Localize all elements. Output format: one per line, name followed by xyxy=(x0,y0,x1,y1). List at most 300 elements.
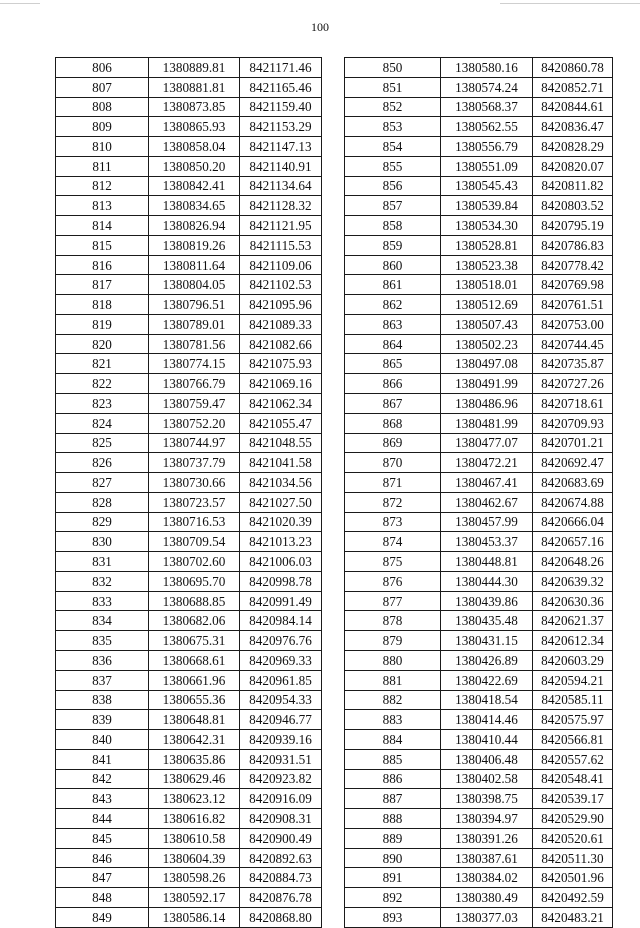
table-row xyxy=(56,571,322,591)
point-number-cell: 807 xyxy=(56,77,149,97)
table-row xyxy=(56,334,322,354)
coordinate-y-cell: 8420639.32 xyxy=(533,571,613,591)
table-row xyxy=(345,275,613,295)
coordinate-y-cell: 8421121.95 xyxy=(240,216,322,236)
coordinate-x-cell: 1380688.85 xyxy=(149,591,240,611)
point-number-cell: 844 xyxy=(56,809,149,829)
coordinate-y-cell: 8420852.71 xyxy=(533,77,613,97)
point-number-cell: 827 xyxy=(56,473,149,493)
coordinate-x-cell: 1380842.41 xyxy=(149,176,240,196)
table-row xyxy=(56,888,322,908)
table-row xyxy=(56,710,322,730)
coordinate-x-cell: 1380774.15 xyxy=(149,354,240,374)
point-number-cell: 868 xyxy=(345,413,441,433)
coordinate-x-cell: 1380873.85 xyxy=(149,97,240,117)
coordinate-y-cell: 8420939.16 xyxy=(240,730,322,750)
table-row xyxy=(345,552,613,572)
point-number-cell: 877 xyxy=(345,591,441,611)
table-row xyxy=(345,137,613,157)
coordinate-x-cell: 1380648.81 xyxy=(149,710,240,730)
coordinate-x-cell: 1380675.31 xyxy=(149,631,240,651)
coordinate-x-cell: 1380695.70 xyxy=(149,571,240,591)
coordinate-x-cell: 1380418.54 xyxy=(441,690,533,710)
table-row xyxy=(56,77,322,97)
coordinate-y-cell: 8420548.41 xyxy=(533,769,613,789)
coordinate-x-cell: 1380723.57 xyxy=(149,492,240,512)
coordinate-x-cell: 1380702.60 xyxy=(149,552,240,572)
table-row xyxy=(345,492,613,512)
table-row xyxy=(345,196,613,216)
point-number-cell: 858 xyxy=(345,216,441,236)
coordinate-y-cell: 8420630.36 xyxy=(533,591,613,611)
point-number-cell: 830 xyxy=(56,532,149,552)
table-row xyxy=(345,433,613,453)
table-row xyxy=(345,848,613,868)
table-row xyxy=(345,314,613,334)
point-number-cell: 860 xyxy=(345,255,441,275)
table-row xyxy=(56,848,322,868)
coordinate-y-cell: 8420803.52 xyxy=(533,196,613,216)
table-row xyxy=(345,216,613,236)
coordinate-y-cell: 8420984.14 xyxy=(240,611,322,631)
coordinate-x-cell: 1380444.30 xyxy=(441,571,533,591)
table-row xyxy=(345,374,613,394)
table-row xyxy=(56,453,322,473)
coordinate-x-cell: 1380402.58 xyxy=(441,769,533,789)
coordinate-y-cell: 8421089.33 xyxy=(240,314,322,334)
point-number-cell: 869 xyxy=(345,433,441,453)
coordinate-x-cell: 1380410.44 xyxy=(441,730,533,750)
point-number-cell: 840 xyxy=(56,730,149,750)
table-row xyxy=(345,512,613,532)
point-number-cell: 885 xyxy=(345,749,441,769)
coordinate-x-cell: 1380655.36 xyxy=(149,690,240,710)
table-row xyxy=(56,749,322,769)
coordinate-x-cell: 1380598.26 xyxy=(149,868,240,888)
coordinate-y-cell: 8420539.17 xyxy=(533,789,613,809)
point-number-cell: 808 xyxy=(56,97,149,117)
coordinate-y-cell: 8420769.98 xyxy=(533,275,613,295)
point-number-cell: 836 xyxy=(56,650,149,670)
coordinate-x-cell: 1380629.46 xyxy=(149,769,240,789)
coordinate-x-cell: 1380744.97 xyxy=(149,433,240,453)
table-row xyxy=(345,473,613,493)
point-number-cell: 859 xyxy=(345,235,441,255)
table-row xyxy=(345,907,613,927)
table-row xyxy=(345,235,613,255)
table-row xyxy=(56,176,322,196)
coordinate-y-cell: 8421171.46 xyxy=(240,58,322,78)
coordinate-y-cell: 8421165.46 xyxy=(240,77,322,97)
coordinate-x-cell: 1380826.94 xyxy=(149,216,240,236)
point-number-cell: 857 xyxy=(345,196,441,216)
table-row xyxy=(56,156,322,176)
table-row xyxy=(345,710,613,730)
coordinate-y-cell: 8421109.06 xyxy=(240,255,322,275)
coordinate-y-cell: 8420976.76 xyxy=(240,631,322,651)
coordinate-y-cell: 8421027.50 xyxy=(240,492,322,512)
table-row xyxy=(56,868,322,888)
table-row xyxy=(56,670,322,690)
table-row xyxy=(56,473,322,493)
coordinate-x-cell: 1380716.53 xyxy=(149,512,240,532)
table-row xyxy=(56,255,322,275)
point-number-cell: 846 xyxy=(56,848,149,868)
table-row xyxy=(56,413,322,433)
coordinate-y-cell: 8420718.61 xyxy=(533,394,613,414)
point-number-cell: 863 xyxy=(345,314,441,334)
table-row xyxy=(345,97,613,117)
coordinate-y-cell: 8421041.58 xyxy=(240,453,322,473)
coordinate-x-cell: 1380507.43 xyxy=(441,314,533,334)
coordinate-y-cell: 8420529.90 xyxy=(533,809,613,829)
coordinate-x-cell: 1380556.79 xyxy=(441,137,533,157)
coordinate-y-cell: 8420683.69 xyxy=(533,473,613,493)
coordinate-x-cell: 1380682.06 xyxy=(149,611,240,631)
table-row xyxy=(56,295,322,315)
point-number-cell: 835 xyxy=(56,631,149,651)
point-number-cell: 822 xyxy=(56,374,149,394)
coordinate-x-cell: 1380453.37 xyxy=(441,532,533,552)
point-number-cell: 861 xyxy=(345,275,441,295)
point-number-cell: 887 xyxy=(345,789,441,809)
coordinate-y-cell: 8420648.26 xyxy=(533,552,613,572)
table-row xyxy=(56,235,322,255)
table-row xyxy=(56,314,322,334)
coordinate-y-cell: 8420666.04 xyxy=(533,512,613,532)
coordinate-x-cell: 1380766.79 xyxy=(149,374,240,394)
point-number-cell: 870 xyxy=(345,453,441,473)
coordinate-y-cell: 8420709.93 xyxy=(533,413,613,433)
coordinate-y-cell: 8420594.21 xyxy=(533,670,613,690)
point-number-cell: 814 xyxy=(56,216,149,236)
point-number-cell: 872 xyxy=(345,492,441,512)
point-number-cell: 876 xyxy=(345,571,441,591)
coordinate-x-cell: 1380811.64 xyxy=(149,255,240,275)
coordinate-y-cell: 8420566.81 xyxy=(533,730,613,750)
table-row xyxy=(345,611,613,631)
coordinate-x-cell: 1380819.26 xyxy=(149,235,240,255)
coordinate-x-cell: 1380534.30 xyxy=(441,216,533,236)
coordinate-x-cell: 1380398.75 xyxy=(441,789,533,809)
point-number-cell: 865 xyxy=(345,354,441,374)
coordinate-x-cell: 1380472.21 xyxy=(441,453,533,473)
coordinate-x-cell: 1380491.99 xyxy=(441,374,533,394)
point-number-cell: 832 xyxy=(56,571,149,591)
coordinate-x-cell: 1380796.51 xyxy=(149,295,240,315)
coordinate-y-cell: 8420483.21 xyxy=(533,907,613,927)
point-number-cell: 854 xyxy=(345,137,441,157)
coordinate-y-cell: 8420778.42 xyxy=(533,255,613,275)
table-row xyxy=(56,789,322,809)
coordinate-y-cell: 8420701.21 xyxy=(533,433,613,453)
coordinate-x-cell: 1380384.02 xyxy=(441,868,533,888)
scan-top-rule-right xyxy=(500,3,640,4)
coordinate-y-cell: 8420969.33 xyxy=(240,650,322,670)
coordinate-y-cell: 8420908.31 xyxy=(240,809,322,829)
coordinate-x-cell: 1380562.55 xyxy=(441,117,533,137)
point-number-cell: 852 xyxy=(345,97,441,117)
table-row xyxy=(345,690,613,710)
coordinate-y-cell: 8421069.16 xyxy=(240,374,322,394)
coordinate-y-cell: 8420735.87 xyxy=(533,354,613,374)
coordinate-x-cell: 1380539.84 xyxy=(441,196,533,216)
coordinate-y-cell: 8420884.73 xyxy=(240,868,322,888)
point-number-cell: 879 xyxy=(345,631,441,651)
coordinate-x-cell: 1380422.69 xyxy=(441,670,533,690)
coordinate-y-cell: 8420860.78 xyxy=(533,58,613,78)
coordinate-x-cell: 1380881.81 xyxy=(149,77,240,97)
table-row xyxy=(56,650,322,670)
point-number-cell: 811 xyxy=(56,156,149,176)
coordinate-y-cell: 8421075.93 xyxy=(240,354,322,374)
point-number-cell: 823 xyxy=(56,394,149,414)
coordinate-x-cell: 1380580.16 xyxy=(441,58,533,78)
table-row xyxy=(56,690,322,710)
coordinate-y-cell: 8420946.77 xyxy=(240,710,322,730)
coordinate-x-cell: 1380523.38 xyxy=(441,255,533,275)
coordinate-y-cell: 8421062.34 xyxy=(240,394,322,414)
table-row xyxy=(345,453,613,473)
table-row xyxy=(56,492,322,512)
table-row xyxy=(345,295,613,315)
point-number-cell: 862 xyxy=(345,295,441,315)
coordinate-y-cell: 8420900.49 xyxy=(240,828,322,848)
coordinate-y-cell: 8420954.33 xyxy=(240,690,322,710)
coordinate-x-cell: 1380642.31 xyxy=(149,730,240,750)
coordinate-y-cell: 8421140.91 xyxy=(240,156,322,176)
table-row xyxy=(56,512,322,532)
coordinate-x-cell: 1380574.24 xyxy=(441,77,533,97)
point-number-cell: 848 xyxy=(56,888,149,908)
table-row xyxy=(56,97,322,117)
table-row xyxy=(56,611,322,631)
coordinate-y-cell: 8421102.53 xyxy=(240,275,322,295)
point-number-cell: 886 xyxy=(345,769,441,789)
point-number-cell: 813 xyxy=(56,196,149,216)
point-number-cell: 837 xyxy=(56,670,149,690)
coordinate-x-cell: 1380477.07 xyxy=(441,433,533,453)
table-row xyxy=(345,334,613,354)
coordinate-y-cell: 8421048.55 xyxy=(240,433,322,453)
coordinate-x-cell: 1380661.96 xyxy=(149,670,240,690)
coordinate-x-cell: 1380889.81 xyxy=(149,58,240,78)
table-row xyxy=(345,77,613,97)
coordinate-x-cell: 1380781.56 xyxy=(149,334,240,354)
coordinate-x-cell: 1380568.37 xyxy=(441,97,533,117)
coordinate-x-cell: 1380391.26 xyxy=(441,828,533,848)
point-number-cell: 855 xyxy=(345,156,441,176)
point-number-cell: 880 xyxy=(345,650,441,670)
coordinate-y-cell: 8420492.59 xyxy=(533,888,613,908)
table-row xyxy=(56,216,322,236)
point-number-cell: 888 xyxy=(345,809,441,829)
coordinate-x-cell: 1380406.48 xyxy=(441,749,533,769)
point-number-cell: 812 xyxy=(56,176,149,196)
point-number-cell: 874 xyxy=(345,532,441,552)
coordinate-y-cell: 8420657.16 xyxy=(533,532,613,552)
table-row xyxy=(56,809,322,829)
table-row xyxy=(56,907,322,927)
coordinate-y-cell: 8420575.97 xyxy=(533,710,613,730)
coordinate-y-cell: 8420991.49 xyxy=(240,591,322,611)
page-number: 100 xyxy=(311,20,329,34)
coordinate-y-cell: 8420612.34 xyxy=(533,631,613,651)
coordinate-y-cell: 8420761.51 xyxy=(533,295,613,315)
point-number-cell: 820 xyxy=(56,334,149,354)
coordinate-x-cell: 1380439.86 xyxy=(441,591,533,611)
coordinate-x-cell: 1380380.49 xyxy=(441,888,533,908)
table-row xyxy=(56,137,322,157)
coordinate-x-cell: 1380387.61 xyxy=(441,848,533,868)
coordinate-x-cell: 1380804.05 xyxy=(149,275,240,295)
coordinate-y-cell: 8420844.61 xyxy=(533,97,613,117)
point-number-cell: 833 xyxy=(56,591,149,611)
coordinate-y-cell: 8421020.39 xyxy=(240,512,322,532)
coordinate-x-cell: 1380435.48 xyxy=(441,611,533,631)
point-number-cell: 818 xyxy=(56,295,149,315)
coordinate-y-cell: 8420961.85 xyxy=(240,670,322,690)
table-row xyxy=(56,532,322,552)
table-row xyxy=(345,828,613,848)
point-number-cell: 829 xyxy=(56,512,149,532)
point-number-cell: 843 xyxy=(56,789,149,809)
coordinate-x-cell: 1380502.23 xyxy=(441,334,533,354)
point-number-cell: 871 xyxy=(345,473,441,493)
coordinate-y-cell: 8420998.78 xyxy=(240,571,322,591)
table-row xyxy=(345,255,613,275)
table-row xyxy=(345,176,613,196)
coordinate-y-cell: 8420520.61 xyxy=(533,828,613,848)
table-row xyxy=(345,769,613,789)
point-number-cell: 816 xyxy=(56,255,149,275)
table-row xyxy=(56,58,322,78)
table-row xyxy=(345,670,613,690)
coordinate-y-cell: 8421055.47 xyxy=(240,413,322,433)
coordinate-y-cell: 8420585.11 xyxy=(533,690,613,710)
coordinate-x-cell: 1380486.96 xyxy=(441,394,533,414)
coordinate-y-cell: 8420795.19 xyxy=(533,216,613,236)
point-number-cell: 856 xyxy=(345,176,441,196)
coordinate-x-cell: 1380414.46 xyxy=(441,710,533,730)
point-number-cell: 849 xyxy=(56,907,149,927)
point-number-cell: 890 xyxy=(345,848,441,868)
table-row xyxy=(56,631,322,651)
point-number-cell: 819 xyxy=(56,314,149,334)
point-number-cell: 864 xyxy=(345,334,441,354)
point-number-cell: 841 xyxy=(56,749,149,769)
point-number-cell: 834 xyxy=(56,611,149,631)
coordinate-y-cell: 8421013.23 xyxy=(240,532,322,552)
table-row xyxy=(56,433,322,453)
coordinate-y-cell: 8421034.56 xyxy=(240,473,322,493)
table-row xyxy=(345,591,613,611)
point-number-cell: 839 xyxy=(56,710,149,730)
coordinate-x-cell: 1380610.58 xyxy=(149,828,240,848)
coordinate-y-cell: 8420931.51 xyxy=(240,749,322,769)
scan-top-rule-left xyxy=(0,3,40,4)
coordinate-y-cell: 8420836.47 xyxy=(533,117,613,137)
table-row xyxy=(345,809,613,829)
table-row xyxy=(345,532,613,552)
point-number-cell: 853 xyxy=(345,117,441,137)
coordinate-x-cell: 1380448.81 xyxy=(441,552,533,572)
point-number-cell: 810 xyxy=(56,137,149,157)
coordinate-y-cell: 8420892.63 xyxy=(240,848,322,868)
coordinate-y-cell: 8420621.37 xyxy=(533,611,613,631)
point-number-cell: 845 xyxy=(56,828,149,848)
coordinate-y-cell: 8421159.40 xyxy=(240,97,322,117)
coordinate-y-cell: 8420557.62 xyxy=(533,749,613,769)
coordinate-y-cell: 8420692.47 xyxy=(533,453,613,473)
table-row xyxy=(345,571,613,591)
table-row xyxy=(345,868,613,888)
table-row xyxy=(56,828,322,848)
point-number-cell: 893 xyxy=(345,907,441,927)
point-number-cell: 873 xyxy=(345,512,441,532)
coordinate-y-cell: 8421006.03 xyxy=(240,552,322,572)
point-number-cell: 842 xyxy=(56,769,149,789)
coordinate-x-cell: 1380834.65 xyxy=(149,196,240,216)
coordinate-x-cell: 1380592.17 xyxy=(149,888,240,908)
coordinate-y-cell: 8420603.29 xyxy=(533,650,613,670)
coordinate-y-cell: 8420923.82 xyxy=(240,769,322,789)
point-number-cell: 826 xyxy=(56,453,149,473)
coordinate-x-cell: 1380431.15 xyxy=(441,631,533,651)
point-number-cell: 891 xyxy=(345,868,441,888)
coordinate-y-cell: 8420868.80 xyxy=(240,907,322,927)
coordinate-x-cell: 1380737.79 xyxy=(149,453,240,473)
coordinate-x-cell: 1380789.01 xyxy=(149,314,240,334)
coordinate-y-cell: 8421147.13 xyxy=(240,137,322,157)
table-row xyxy=(345,156,613,176)
point-number-cell: 825 xyxy=(56,433,149,453)
coordinate-x-cell: 1380528.81 xyxy=(441,235,533,255)
point-number-cell: 838 xyxy=(56,690,149,710)
table-row xyxy=(345,888,613,908)
coordinate-y-cell: 8420511.30 xyxy=(533,848,613,868)
point-number-cell: 867 xyxy=(345,394,441,414)
point-number-cell: 828 xyxy=(56,492,149,512)
coordinate-x-cell: 1380635.86 xyxy=(149,749,240,769)
coordinate-x-cell: 1380462.67 xyxy=(441,492,533,512)
coordinate-y-cell: 8420744.45 xyxy=(533,334,613,354)
coordinate-y-cell: 8420811.82 xyxy=(533,176,613,196)
coordinate-x-cell: 1380616.82 xyxy=(149,809,240,829)
coordinate-x-cell: 1380623.12 xyxy=(149,789,240,809)
table-row xyxy=(56,117,322,137)
coordinate-x-cell: 1380497.08 xyxy=(441,354,533,374)
point-number-cell: 815 xyxy=(56,235,149,255)
point-number-cell: 884 xyxy=(345,730,441,750)
point-number-cell: 831 xyxy=(56,552,149,572)
point-number-cell: 809 xyxy=(56,117,149,137)
point-number-cell: 882 xyxy=(345,690,441,710)
table-row xyxy=(345,789,613,809)
coordinate-x-cell: 1380709.54 xyxy=(149,532,240,552)
table-row xyxy=(345,749,613,769)
table-row xyxy=(345,354,613,374)
coordinate-y-cell: 8420753.00 xyxy=(533,314,613,334)
point-number-cell: 878 xyxy=(345,611,441,631)
table-row xyxy=(345,58,613,78)
point-number-cell: 889 xyxy=(345,828,441,848)
table-row xyxy=(345,650,613,670)
point-number-cell: 883 xyxy=(345,710,441,730)
coordinate-x-cell: 1380752.20 xyxy=(149,413,240,433)
coordinate-x-cell: 1380394.97 xyxy=(441,809,533,829)
coordinate-x-cell: 1380604.39 xyxy=(149,848,240,868)
